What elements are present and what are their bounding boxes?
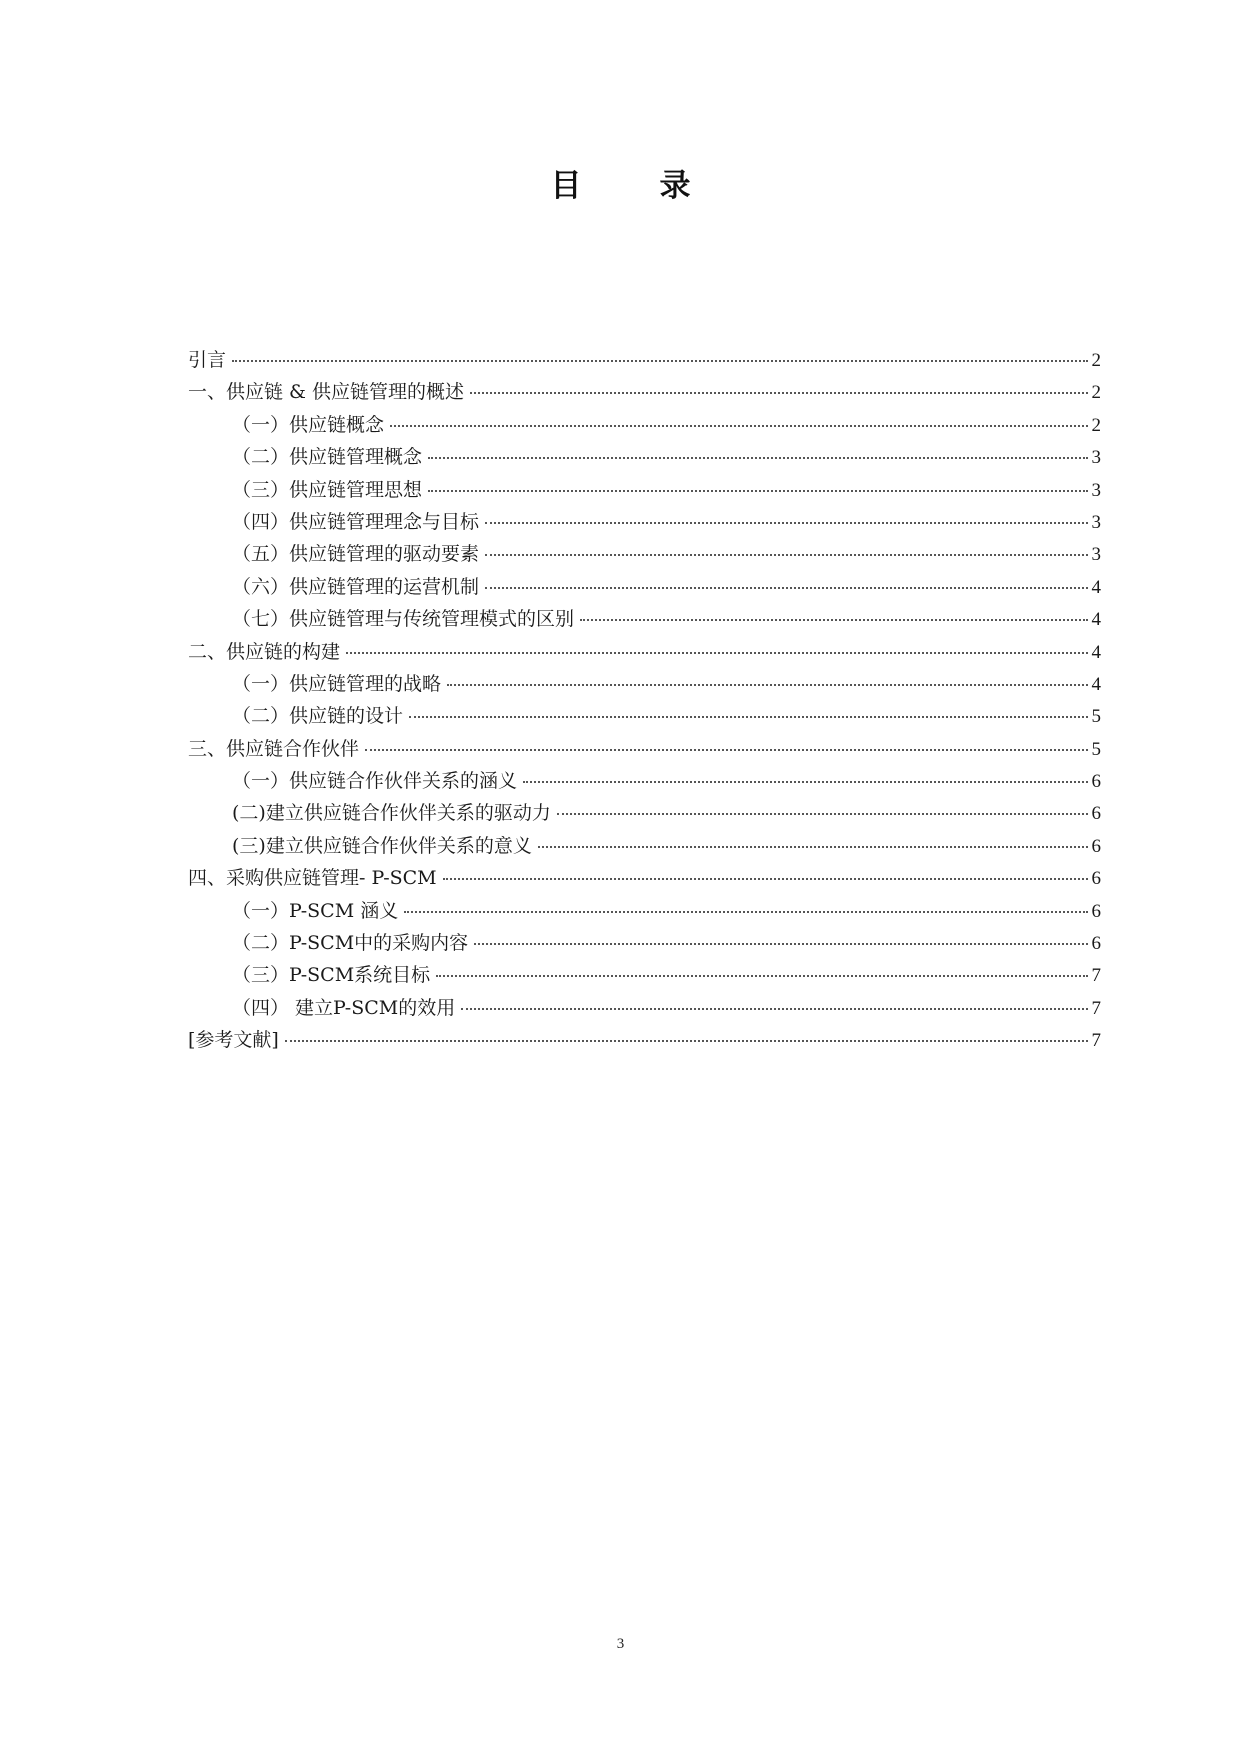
toc-dot-leader	[523, 757, 1087, 783]
toc-entry-page-number: 4	[1091, 673, 1101, 695]
toc-entry-page-number: 6	[1091, 771, 1101, 793]
toc-entry-page-number: 7	[1091, 997, 1101, 1019]
toc-dot-leader	[346, 628, 1087, 654]
toc-entry-label: 四、采购供应链管理- P-SCM	[188, 867, 437, 890]
toc-entry-label: 三、供应链合作伙伴	[188, 737, 360, 760]
toc-entry-page-number: 3	[1091, 447, 1101, 469]
toc-entry-page-number: 5	[1091, 706, 1101, 728]
toc-entry-page-number: 3	[1091, 511, 1101, 533]
toc-dot-leader	[447, 660, 1087, 686]
toc-entry-page-number: 6	[1091, 933, 1101, 955]
toc-title-char-1: 目	[550, 168, 582, 204]
toc-entry-page-number: 2	[1091, 382, 1101, 404]
toc-entry-label: （四） 建立P-SCM的效用	[232, 996, 456, 1019]
toc-entry-label: （二）供应链的设计	[232, 705, 404, 728]
toc-entry-label: （一）供应链管理的战略	[232, 672, 442, 695]
toc-entry-label: （二）供应链管理概念	[232, 446, 423, 469]
toc-entry[interactable]	[188, 1020, 1101, 1052]
toc-entry-page-number: 3	[1091, 479, 1101, 501]
toc-entry-page-number: 4	[1091, 576, 1101, 598]
toc-entry-label: （六）供应链管理的运营机制	[232, 575, 480, 598]
toc-dot-leader	[470, 368, 1088, 394]
table-of-contents	[188, 340, 1101, 1053]
toc-entry-label: （一）供应链概念	[232, 413, 385, 436]
page-number: 3	[616, 1636, 625, 1652]
toc-dot-leader	[404, 887, 1087, 913]
toc-title	[0, 160, 1241, 205]
toc-dot-leader	[390, 401, 1087, 427]
toc-dot-leader	[474, 919, 1087, 945]
toc-entry-page-number: 2	[1091, 414, 1101, 436]
toc-dot-leader	[428, 466, 1087, 492]
toc-dot-leader	[485, 563, 1087, 589]
toc-dot-leader	[485, 498, 1087, 524]
toc-dot-leader	[436, 951, 1087, 977]
toc-dot-leader	[580, 595, 1087, 621]
toc-entry-page-number: 4	[1091, 609, 1101, 631]
toc-entry-label: (三)建立供应链合作伙伴关系的意义	[232, 834, 532, 857]
toc-entry-page-number: 7	[1091, 1030, 1101, 1052]
toc-entry-page-number: 3	[1091, 544, 1101, 566]
toc-dot-leader	[409, 692, 1087, 718]
toc-entry-label: （五）供应链管理的驱动要素	[232, 543, 480, 566]
toc-entry-label: 一、供应链 & 供应链管理的概述	[188, 381, 464, 404]
toc-entry-label: 引言	[188, 349, 227, 371]
toc-dot-leader	[365, 725, 1087, 751]
toc-entry-label: 二、供应链的构建	[188, 640, 341, 663]
toc-dot-leader	[428, 433, 1087, 459]
toc-entry-page-number: 6	[1091, 803, 1101, 825]
toc-entry-label: （七）供应链管理与传统管理模式的区别	[232, 608, 575, 631]
toc-dot-leader	[557, 789, 1088, 815]
toc-entry-page-number: 5	[1091, 738, 1101, 760]
toc-dot-leader	[485, 530, 1087, 556]
toc-entry-label: (二)建立供应链合作伙伴关系的驱动力	[232, 802, 551, 825]
toc-entry-page-number: 6	[1091, 835, 1101, 857]
toc-entry-label: （一）供应链合作伙伴关系的涵义	[232, 770, 518, 793]
toc-dot-leader	[285, 1016, 1088, 1042]
toc-entry-label: [参考文献]	[188, 1029, 279, 1052]
toc-entry-page-number: 6	[1091, 900, 1101, 922]
toc-entry-page-number: 2	[1091, 350, 1101, 371]
toc-entry-label: （四）供应链管理理念与目标	[232, 510, 480, 533]
toc-entry-page-number: 7	[1091, 965, 1101, 987]
toc-entry-label: （三）供应链管理思想	[232, 478, 423, 501]
toc-dot-leader	[232, 336, 1087, 362]
toc-title-char-2: 录	[659, 168, 691, 204]
toc-entry-label: （三）P-SCM系统目标	[232, 964, 431, 987]
toc-entry-label: （一）P-SCM 涵义	[232, 899, 399, 922]
toc-dot-leader	[461, 984, 1087, 1010]
toc-dot-leader	[443, 854, 1088, 880]
toc-dot-leader	[538, 822, 1088, 848]
toc-entry-page-number: 4	[1091, 641, 1101, 663]
toc-entry-page-number: 6	[1091, 868, 1101, 890]
toc-entry-label: （二）P-SCM中的采购内容	[232, 932, 469, 955]
